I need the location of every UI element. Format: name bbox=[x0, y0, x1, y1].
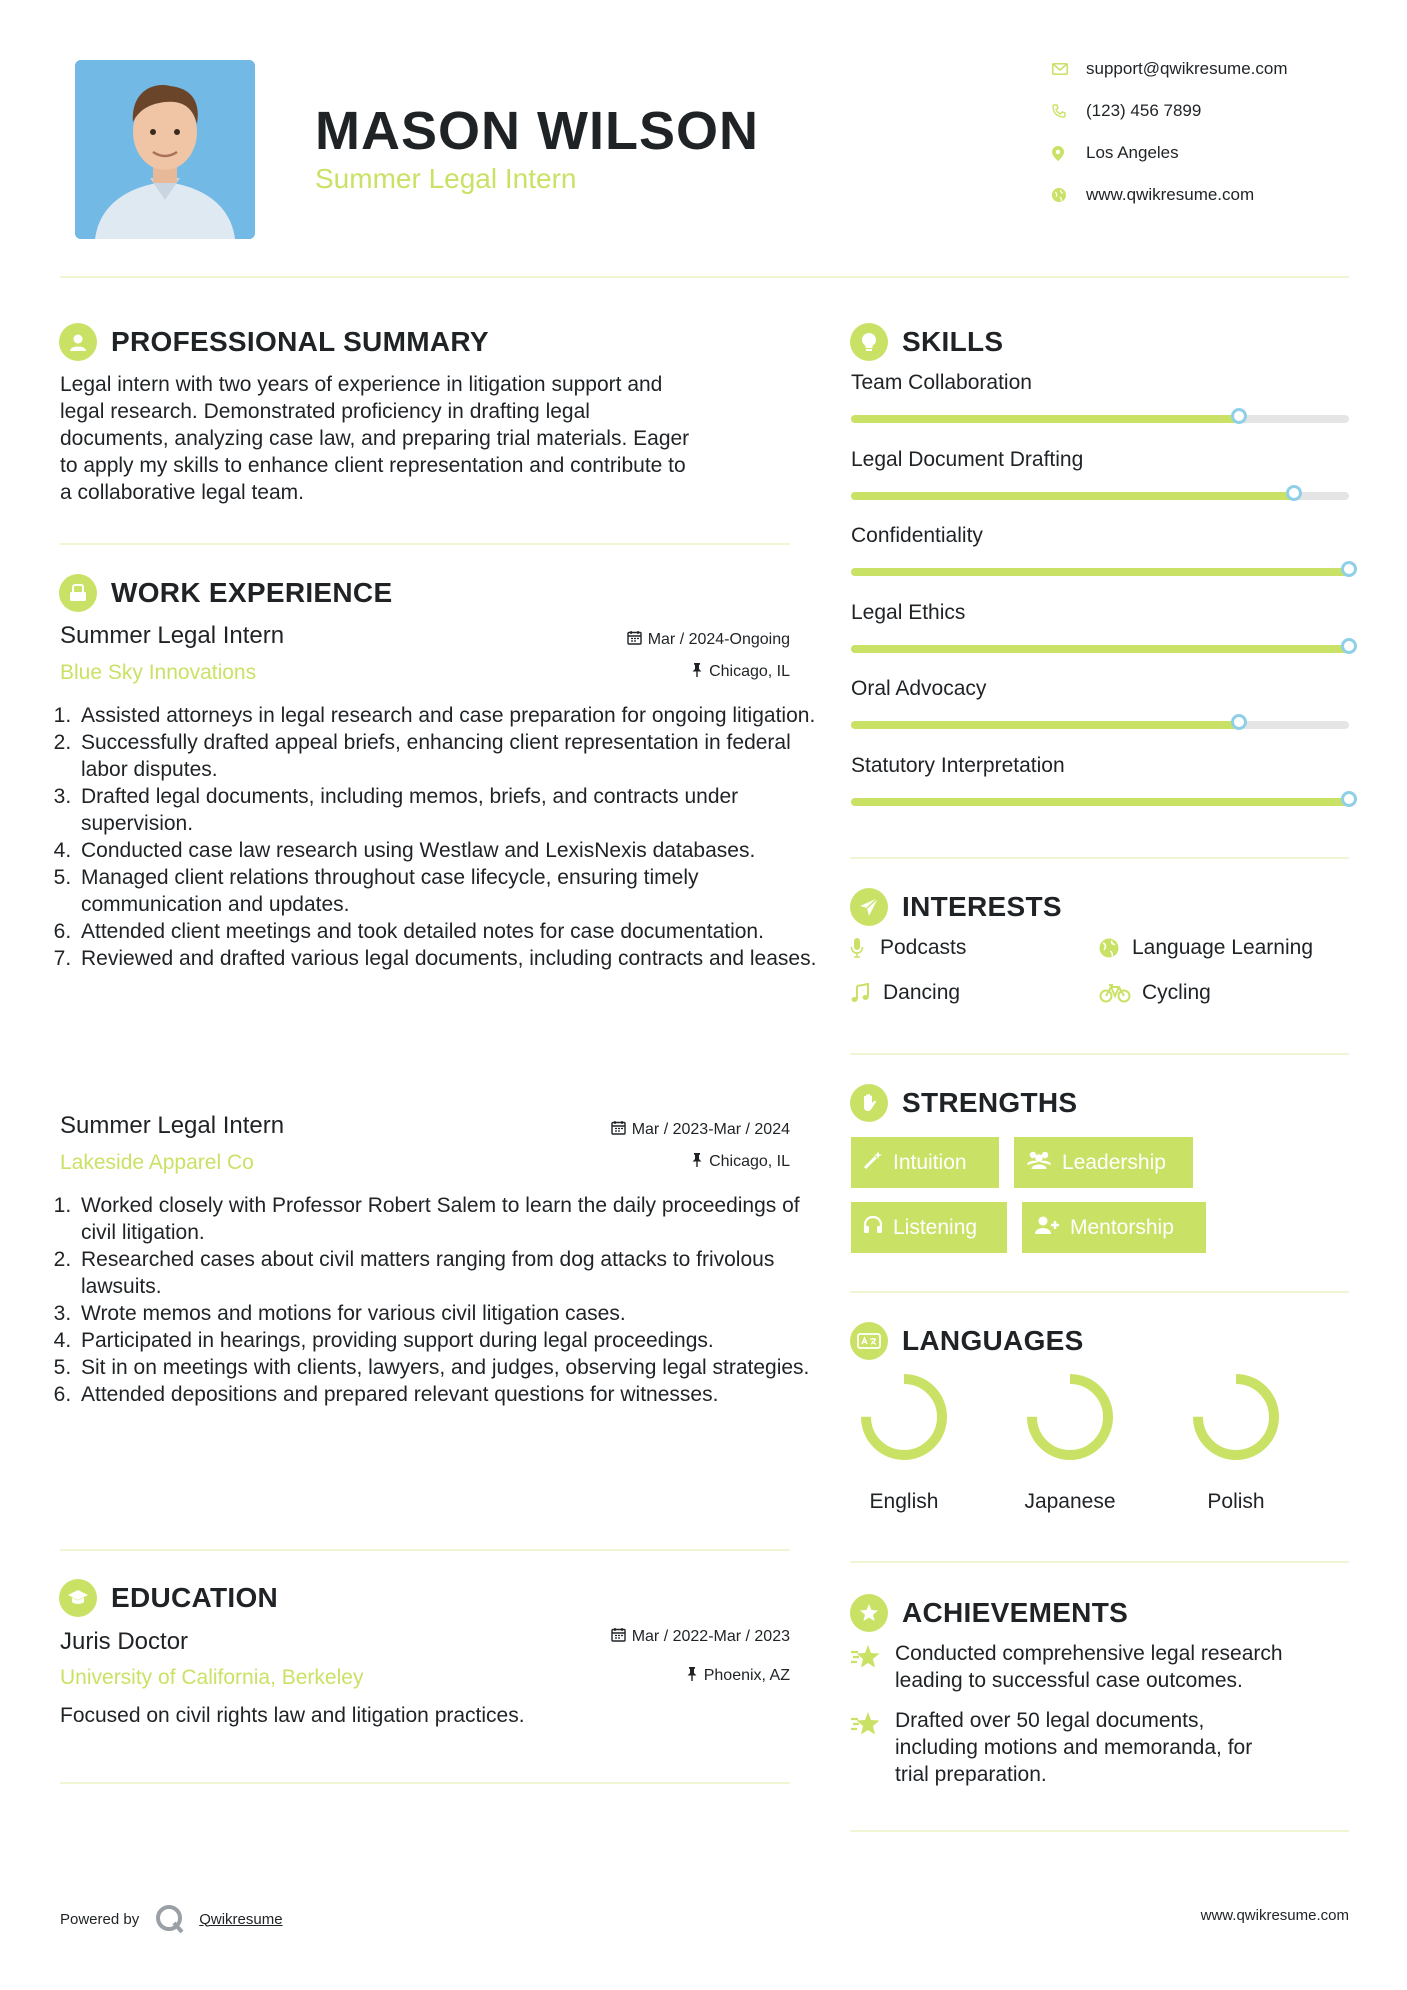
education-dates bbox=[540, 1627, 790, 1647]
job-dates bbox=[540, 630, 790, 650]
duty-item: 5. Managed client relations throughout case lifecycle, ensuring timely communication and updates. bbox=[77, 864, 817, 918]
achievement-line: leading to successful case outcomes. bbox=[895, 1669, 1243, 1692]
achievement-item bbox=[850, 1707, 1340, 1788]
skill-level-fill bbox=[851, 645, 1349, 653]
lightbulb-icon bbox=[850, 323, 888, 361]
summary-title: PROFESSIONAL SUMMARY bbox=[111, 326, 489, 357]
dates-text: Mar / 2022-Mar / 2023 bbox=[631, 1628, 790, 1645]
trophy-icon bbox=[850, 1594, 888, 1632]
language-ring-arc bbox=[1032, 1379, 1108, 1455]
star-icon bbox=[850, 1707, 895, 1788]
achievement-line: trial preparation. bbox=[895, 1763, 1047, 1786]
website-text: www.qwikresume.com bbox=[1086, 185, 1255, 204]
skill-level-knob bbox=[1231, 714, 1247, 730]
skill-level-bar bbox=[851, 645, 1349, 653]
skills-title: SKILLS bbox=[902, 326, 1004, 357]
profile-photo bbox=[75, 60, 255, 239]
company-name: Lakeside Apparel Co bbox=[60, 1151, 254, 1174]
skill-label: Oral Advocacy bbox=[851, 677, 987, 700]
duty-item: 2. Researched cases about civil matters ranging from dog attacks to frivolous lawsuits. bbox=[77, 1246, 817, 1300]
pushpin-icon bbox=[686, 1666, 698, 1686]
paper-plane-icon bbox=[850, 888, 888, 926]
job-location bbox=[540, 1152, 790, 1172]
language-label: Polish bbox=[1207, 1490, 1265, 1513]
skill-label: Statutory Interpretation bbox=[851, 753, 1065, 777]
strength-label: Listening bbox=[893, 1215, 978, 1239]
experience-heading bbox=[59, 574, 392, 612]
job-duties-list bbox=[57, 702, 817, 972]
summary-text bbox=[60, 371, 800, 506]
location-text: Chicago, IL bbox=[709, 1153, 790, 1170]
calendar-icon bbox=[611, 1120, 626, 1140]
skill-level-knob bbox=[1286, 485, 1302, 501]
strength-label: Mentorship bbox=[1070, 1215, 1174, 1239]
skill-label: Team Collaboration bbox=[851, 371, 1032, 394]
magic-wand-icon bbox=[863, 1150, 893, 1176]
strength-label: Intuition bbox=[893, 1150, 967, 1174]
user-icon bbox=[59, 323, 97, 361]
location-text: Phoenix, AZ bbox=[703, 1667, 790, 1684]
skill-level-fill bbox=[851, 798, 1349, 806]
summary-line: to apply my skills to enhance client representation and contribute to bbox=[60, 454, 686, 477]
interest-label: Language Learning bbox=[1132, 936, 1314, 959]
headphones-icon bbox=[863, 1215, 893, 1241]
duty-item: 6. Attended depositions and prepared relevant questions for witnesses. bbox=[77, 1381, 817, 1408]
achievement-line: Drafted over 50 legal documents, bbox=[895, 1709, 1205, 1732]
interest-label: Cycling bbox=[1142, 981, 1211, 1004]
qwikresume-logo-icon bbox=[155, 1904, 185, 1934]
section-divider bbox=[850, 857, 1349, 859]
skill-label: Legal Ethics bbox=[851, 600, 966, 624]
header-divider bbox=[60, 276, 1349, 278]
qwikresume-link[interactable]: Qwikresume bbox=[199, 1910, 283, 1928]
language-ring-arc bbox=[866, 1379, 942, 1455]
school-name: University of California, Berkeley bbox=[60, 1666, 364, 1689]
section-divider bbox=[60, 1549, 790, 1551]
language-icon bbox=[850, 1322, 888, 1360]
section-divider bbox=[850, 1053, 1349, 1055]
skill-level-bar bbox=[851, 798, 1349, 806]
footer-website[interactable]: www.qwikresume.com bbox=[1200, 1907, 1349, 1924]
pushpin-icon bbox=[691, 662, 703, 682]
language-ring bbox=[1020, 1367, 1120, 1467]
job-dates bbox=[540, 1120, 790, 1140]
duty-item: 4. Participated in hearings, providing support during legal proceedings. bbox=[77, 1327, 817, 1354]
globe-icon bbox=[1099, 938, 1132, 958]
skills-heading bbox=[850, 323, 1003, 361]
phone-text: (123) 456 7899 bbox=[1086, 101, 1202, 120]
duty-item: 1. Worked closely with Professor Robert Salem to learn the daily proceedings of civil litigation. bbox=[77, 1192, 817, 1246]
interest-item bbox=[1099, 981, 1211, 1005]
strength-badge bbox=[851, 1137, 999, 1188]
candidate-name: MASON WILSON bbox=[315, 101, 759, 161]
skill-label: Confidentiality bbox=[851, 524, 983, 547]
dates-text: Mar / 2024-Ongoing bbox=[647, 631, 790, 648]
skill-level-knob bbox=[1341, 561, 1357, 577]
contact-website bbox=[1052, 181, 1254, 209]
language-ring bbox=[1186, 1367, 1286, 1467]
pushpin-icon bbox=[691, 1152, 703, 1172]
interests-title: INTERESTS bbox=[902, 891, 1062, 922]
contact-location bbox=[1052, 139, 1179, 167]
user-plus-icon bbox=[1034, 1215, 1070, 1241]
skill-level-fill bbox=[851, 492, 1294, 500]
strengths-heading bbox=[850, 1084, 1077, 1122]
phone-icon bbox=[1052, 104, 1086, 118]
duty-item: 3. Wrote memos and motions for various civil litigation cases. bbox=[77, 1300, 817, 1327]
envelope-icon bbox=[1052, 63, 1086, 75]
globe-icon bbox=[1052, 188, 1086, 202]
education-description: Focused on civil rights law and litigation practices. bbox=[60, 1704, 525, 1727]
duty-item: 4. Conducted case law research using Westlaw and LexisNexis databases. bbox=[77, 837, 817, 864]
achievements-title: ACHIEVEMENTS bbox=[902, 1597, 1129, 1628]
footer-powered bbox=[60, 1904, 283, 1934]
users-icon bbox=[1026, 1150, 1062, 1176]
job-location bbox=[540, 662, 790, 682]
contact-phone bbox=[1052, 97, 1201, 125]
map-marker-icon bbox=[1052, 146, 1086, 161]
summary-line: documents, analyzing case law, and preparing trial materials. Eager bbox=[60, 427, 690, 450]
skill-level-knob bbox=[1341, 638, 1357, 654]
summary-line: a collaborative legal team. bbox=[60, 481, 304, 504]
candidate-title: Summer Legal Intern bbox=[315, 163, 577, 194]
hand-icon bbox=[850, 1084, 888, 1122]
skill-label: Legal Document Drafting bbox=[851, 447, 1084, 471]
skill-level-fill bbox=[851, 415, 1239, 423]
interest-item bbox=[850, 981, 960, 1005]
section-divider bbox=[850, 1291, 1349, 1293]
skill-level-knob bbox=[1231, 408, 1247, 424]
email-text: support@qwikresume.com bbox=[1086, 59, 1288, 78]
duty-item: 3. Drafted legal documents, including memos, briefs, and contracts under supervision. bbox=[77, 783, 817, 837]
strength-badge bbox=[1022, 1202, 1206, 1253]
skill-level-bar bbox=[851, 568, 1349, 576]
duty-item: 2. Successfully drafted appeal briefs, enhancing client representation in federal labor disputes. bbox=[77, 729, 817, 783]
interest-item bbox=[850, 936, 966, 960]
education-heading bbox=[59, 1579, 278, 1617]
skill-level-fill bbox=[851, 568, 1349, 576]
summary-line: legal research. Demonstrated proficiency in drafting legal bbox=[60, 400, 590, 423]
languages-title: LANGUAGES bbox=[902, 1325, 1084, 1356]
education-location bbox=[540, 1666, 790, 1686]
interests-heading bbox=[850, 888, 1062, 926]
calendar-icon bbox=[611, 1627, 626, 1647]
interest-label: Podcasts bbox=[880, 936, 967, 959]
job-title: Summer Legal Intern bbox=[60, 622, 285, 649]
interest-label: Dancing bbox=[883, 981, 961, 1004]
language-ring-arc bbox=[1198, 1379, 1274, 1455]
languages-heading bbox=[850, 1322, 1084, 1360]
skill-level-fill bbox=[851, 721, 1239, 729]
language-label: Japanese bbox=[1024, 1490, 1116, 1513]
section-divider bbox=[850, 1830, 1349, 1832]
degree-name: Juris Doctor bbox=[60, 1628, 189, 1655]
company-name: Blue Sky Innovations bbox=[60, 661, 257, 684]
section-divider bbox=[60, 1782, 790, 1784]
strength-label: Leadership bbox=[1062, 1150, 1166, 1174]
star-icon bbox=[850, 1640, 895, 1694]
achievement-line: including motions and memoranda, for bbox=[895, 1736, 1253, 1759]
skill-level-knob bbox=[1341, 791, 1357, 807]
duty-item: 5. Sit in on meetings with clients, lawyers, and judges, observing legal strategies. bbox=[77, 1354, 817, 1381]
dates-text: Mar / 2023-Mar / 2024 bbox=[631, 1121, 790, 1138]
microphone-icon bbox=[850, 938, 880, 958]
duty-item: 7. Reviewed and drafted various legal documents, including contracts and leases. bbox=[77, 945, 817, 972]
contact-email bbox=[1052, 55, 1288, 83]
music-note-icon bbox=[850, 983, 883, 1003]
job-title: Summer Legal Intern bbox=[60, 1112, 285, 1139]
section-divider bbox=[60, 543, 790, 545]
location-text: Los Angeles bbox=[1086, 143, 1179, 162]
strength-badge bbox=[851, 1202, 1007, 1253]
briefcase-icon bbox=[59, 574, 97, 612]
interest-item bbox=[1099, 936, 1313, 960]
calendar-icon bbox=[627, 630, 642, 650]
achievement-item bbox=[850, 1640, 1340, 1694]
language-ring bbox=[854, 1367, 954, 1467]
powered-by-text: Powered by bbox=[60, 1910, 140, 1928]
skill-level-bar bbox=[851, 721, 1349, 729]
location-text: Chicago, IL bbox=[709, 663, 790, 680]
section-divider bbox=[850, 1561, 1349, 1563]
experience-title: WORK EXPERIENCE bbox=[111, 577, 393, 608]
skill-level-bar bbox=[851, 492, 1349, 500]
strengths-title: STRENGTHS bbox=[902, 1087, 1078, 1118]
job-duties-list bbox=[57, 1192, 817, 1408]
summary-heading bbox=[59, 323, 489, 361]
strength-badge bbox=[1014, 1137, 1193, 1188]
bicycle-icon bbox=[1099, 983, 1142, 1003]
skill-level-bar bbox=[851, 415, 1349, 423]
achievements-heading bbox=[850, 1594, 1128, 1632]
duty-item: 1. Assisted attorneys in legal research and case preparation for ongoing litigation. bbox=[77, 702, 817, 729]
duty-item: 6. Attended client meetings and took detailed notes for case documentation. bbox=[77, 918, 817, 945]
education-title: EDUCATION bbox=[111, 1582, 279, 1613]
language-label: English bbox=[869, 1490, 939, 1513]
graduation-cap-icon bbox=[59, 1579, 97, 1617]
summary-line: Legal intern with two years of experience in litigation support and bbox=[60, 373, 663, 396]
achievement-line: Conducted comprehensive legal research bbox=[895, 1642, 1283, 1665]
